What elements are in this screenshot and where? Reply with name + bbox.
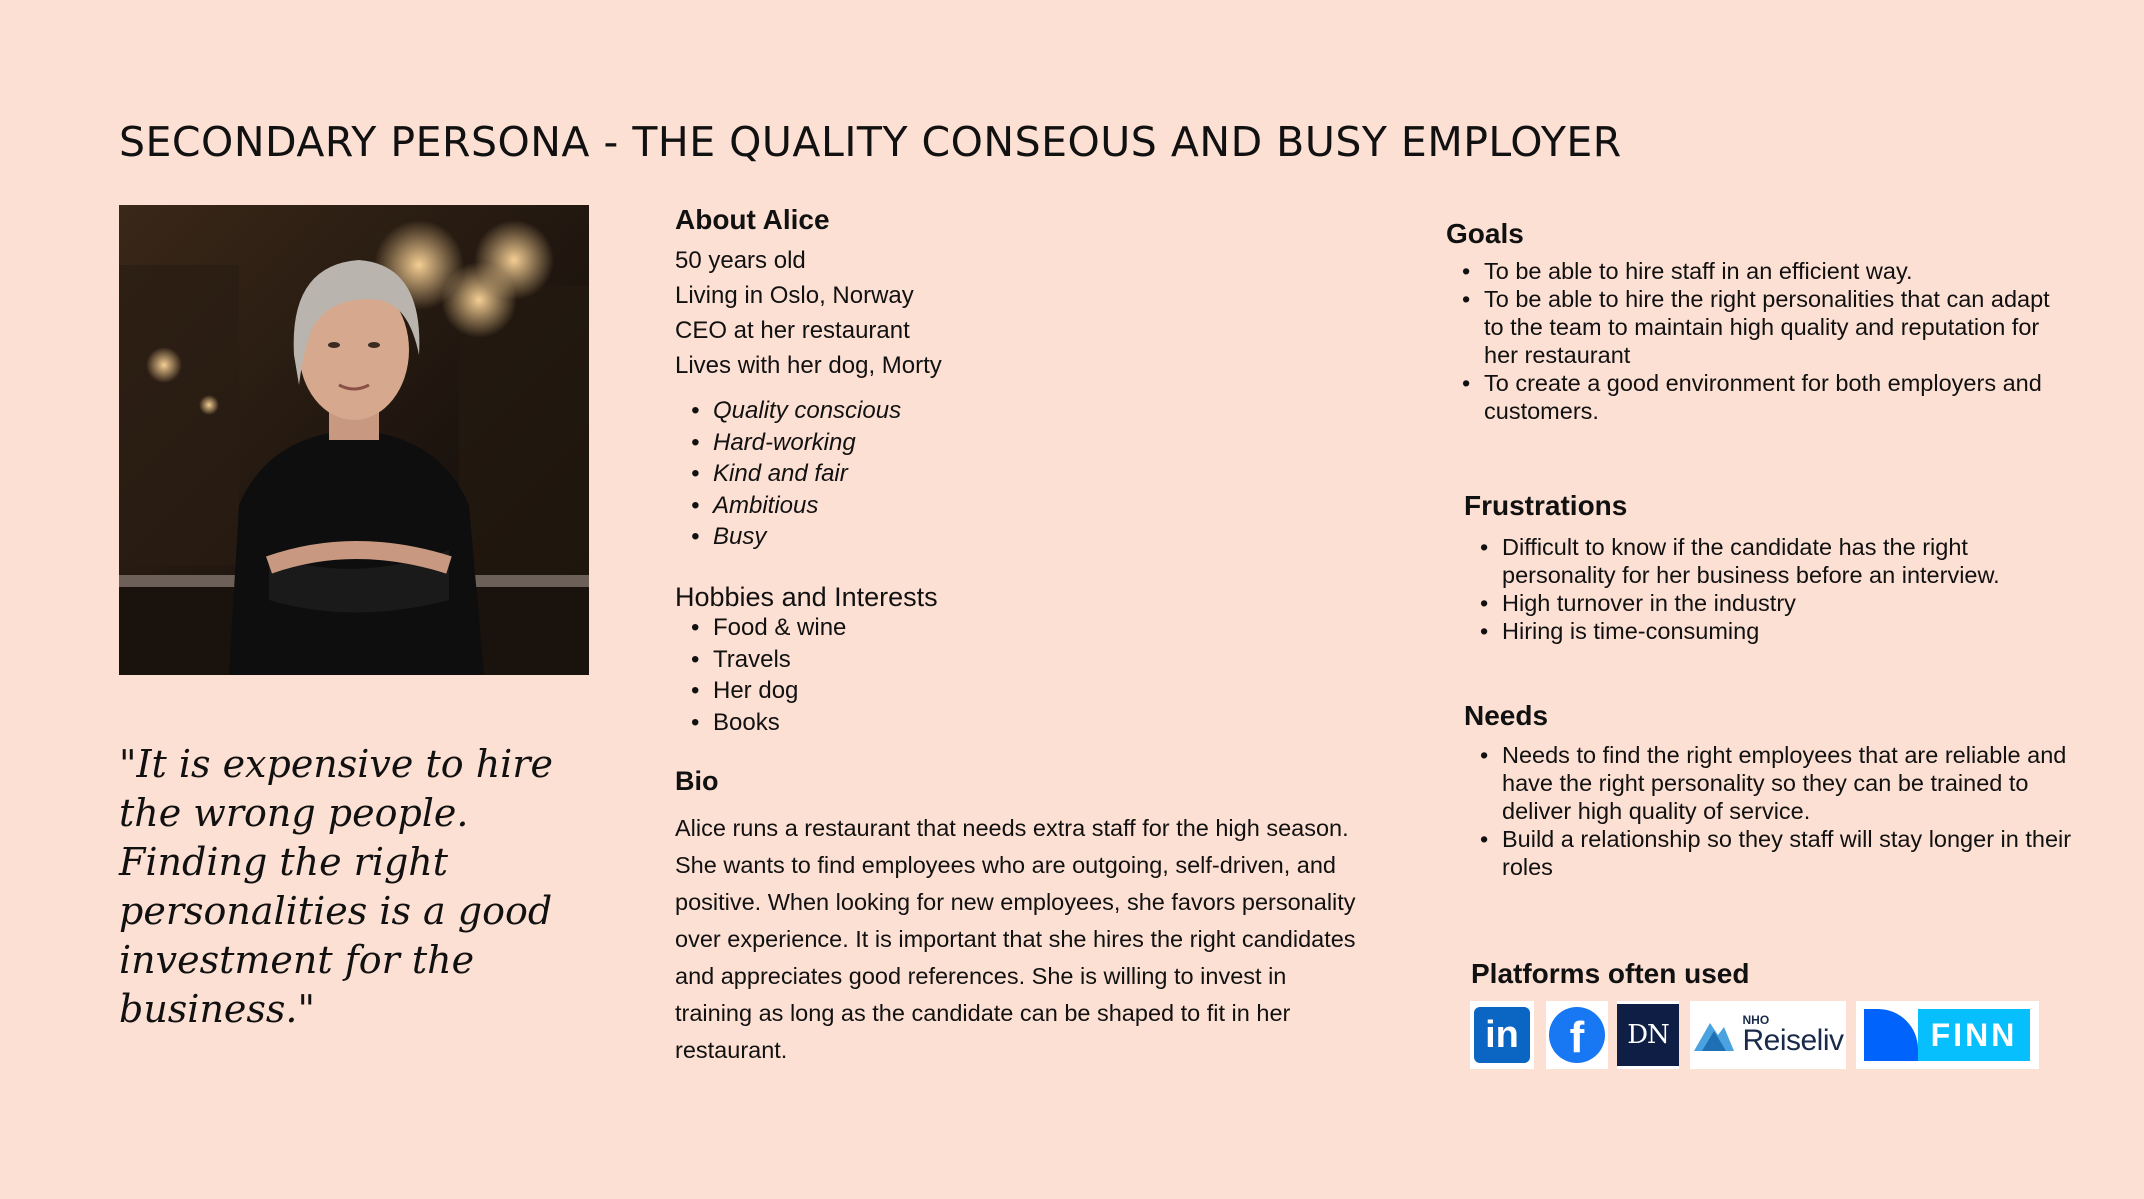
frustration-item: • High turnover in the industry	[1464, 589, 2084, 617]
traits-list	[675, 395, 901, 553]
needs-heading: Needs	[1464, 700, 1549, 731]
about-location: Living in Oslo, Norway	[675, 282, 914, 309]
dn-logo	[1617, 1001, 1679, 1069]
nho-label: NHO	[1742, 1013, 1770, 1027]
platforms-heading: Platforms often used	[1471, 958, 1750, 989]
trait-item: • Ambitious	[675, 490, 901, 522]
goal-item: • To create a good environment for both employers and customers.	[1446, 369, 2066, 425]
about-details	[675, 243, 942, 383]
frustrations-list	[1464, 533, 2084, 645]
need-item: • Build a relationship so they staff will stay longer in their roles	[1464, 825, 2084, 881]
frustration-item: • Difficult to know if the candidate has the right personality for her business before an interview.	[1464, 533, 2084, 589]
reiseliv-label: Reiseliv	[1742, 1024, 1844, 1057]
hobby-item: • Books	[675, 707, 846, 739]
frustration-item: • Hiring is time-consuming	[1464, 617, 2084, 645]
linkedin-logo	[1470, 1001, 1534, 1069]
needs-list	[1464, 741, 2084, 881]
hobby-item: • Food & wine	[675, 612, 846, 644]
need-item: • Needs to find the right employees that are reliable and have the right personality so they can be trained to deliver high quality of service.	[1464, 741, 2084, 825]
about-heading: About Alice	[675, 204, 830, 235]
linkedin-icon: in	[1474, 1007, 1530, 1063]
trait-item: • Quality conscious	[675, 395, 901, 427]
nho-reiseliv-logo	[1690, 1001, 1846, 1069]
trait-item: • Hard-working	[675, 427, 901, 459]
about-household: Lives with her dog, Morty	[675, 352, 942, 379]
persona-photo-illustration	[119, 205, 589, 675]
facebook-logo	[1546, 1001, 1608, 1069]
bio-heading: Bio	[675, 766, 719, 796]
hobby-item: • Travels	[675, 644, 846, 676]
facebook-icon: f	[1549, 1007, 1605, 1063]
trait-item: • Kind and fair	[675, 458, 901, 490]
finn-wordmark: FINN	[1918, 1009, 2030, 1061]
nho-mountain-icon	[1692, 1015, 1736, 1055]
persona-photo	[119, 205, 589, 675]
about-occupation: CEO at her restaurant	[675, 317, 910, 344]
finn-logo	[1856, 1001, 2039, 1069]
goals-heading: Goals	[1446, 218, 1524, 249]
bio-text: Alice runs a restaurant that needs extra staff for the high season. She wants to find employees who are outgoing, self-driven, and positive. When looking for new employees, she favors personality over experience. It is important that she hires the right candidates and appreciates good references. She is willing to invest in training as long as the candidate can be shaped to fit in her restaurant.	[675, 815, 1356, 1063]
page-title: SECONDARY PERSONA - THE QUALITY CONSEOUS AND BUSY EMPLOYER	[119, 118, 1622, 166]
persona-quote: "It is expensive to hire the wrong people. Finding the right personalities is a good investment for the business."	[119, 742, 553, 1031]
goal-item: • To be able to hire the right personalities that can adapt to the team to maintain high quality and reputation for her restaurant	[1446, 285, 2066, 369]
finn-mark-icon	[1864, 1009, 1918, 1061]
hobbies-heading: Hobbies and Interests	[675, 582, 938, 612]
about-age: 50 years old	[675, 247, 806, 274]
trait-item: • Busy	[675, 521, 901, 553]
goal-item: • To be able to hire staff in an efficient way.	[1446, 257, 2066, 285]
hobby-item: • Her dog	[675, 675, 846, 707]
goals-list	[1446, 257, 2066, 425]
dn-icon: DN	[1617, 1004, 1679, 1066]
frustrations-heading: Frustrations	[1464, 490, 1628, 521]
hobbies-list	[675, 612, 846, 738]
